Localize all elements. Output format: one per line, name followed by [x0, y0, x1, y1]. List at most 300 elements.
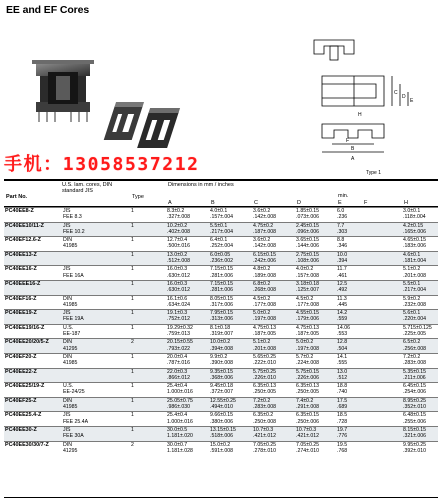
- dim-inch: .224±.008: [296, 360, 320, 367]
- dim-cell-e: [336, 208, 362, 223]
- standard-line: JIS: [63, 412, 71, 419]
- dim-cell-a: [166, 441, 209, 455]
- dim-cell-c: [252, 324, 295, 339]
- dim-cell-b: [209, 222, 252, 237]
- dim-inch: .250±.005: [296, 389, 320, 396]
- standard-cell: [62, 280, 130, 295]
- table-row: [4, 208, 438, 223]
- dim-mm: 12.8: [337, 339, 348, 346]
- dim-mm: 6.35±0.13: [253, 383, 277, 390]
- part-number-cell: [4, 339, 62, 354]
- dim-mm: 4.5±0.2: [253, 295, 271, 302]
- type-cell: [130, 324, 166, 339]
- standard-cell: [62, 441, 130, 455]
- dim-mm: 12.55±0.25: [210, 397, 236, 404]
- dim-mm: 5.715±0.125: [403, 324, 432, 331]
- dim-cell-b: [209, 339, 252, 354]
- part-number-cell: [4, 237, 62, 252]
- dim-mm: 15.0±0.2: [210, 441, 231, 448]
- dim-mm: 19.1±0.3: [167, 310, 188, 317]
- dim-mm: 7.05±0.25: [296, 441, 320, 448]
- spacer-cell: [362, 266, 402, 281]
- part-number: PC40EE10/11-Z: [5, 222, 44, 229]
- dim-cell-a: [166, 266, 209, 281]
- dim-cell-c: [252, 426, 295, 441]
- dim-inch: .220±.004: [403, 316, 427, 323]
- dim-cell-e: [336, 441, 362, 455]
- dim-inch: .752±.012: [167, 316, 191, 323]
- header-type: Type: [132, 194, 144, 200]
- header-col-d: D: [297, 200, 301, 206]
- dim-inch: .759±.013: [167, 331, 191, 338]
- standard-line: JIS: [63, 426, 71, 433]
- dim-inch: .222±.010: [253, 360, 277, 367]
- dim-cell-e: [336, 266, 362, 281]
- part-number-cell: [4, 426, 62, 441]
- dim-cell-a: [166, 237, 209, 252]
- header-col-h: H: [404, 200, 408, 206]
- dim-inch: .368±.006: [210, 374, 234, 381]
- type-cell: [130, 280, 166, 295]
- dim-cell-b: [209, 251, 252, 266]
- dim-mm: 10.0±0.2: [210, 339, 231, 346]
- header-e-note: min.: [338, 193, 349, 199]
- type-cell: [130, 441, 166, 455]
- dimension-drawing: [296, 32, 436, 172]
- dim-cell-e: [336, 383, 362, 398]
- dim-inch: .217±.004: [210, 228, 234, 235]
- standard-line: FEE 19A: [63, 316, 84, 323]
- standard-cell: [62, 310, 130, 325]
- dim-mm: 18.5: [337, 412, 348, 419]
- dim-cell-f: [402, 237, 438, 252]
- table-row: [4, 237, 438, 252]
- dim-mm: 5.9±0.2: [403, 295, 421, 302]
- dim-cell-c: [252, 310, 295, 325]
- dim-inch: .986±.030: [167, 404, 191, 411]
- part-number-cell: [4, 266, 62, 281]
- header-col-a: A: [168, 200, 172, 206]
- dim-inch: .108±.006: [296, 258, 320, 265]
- type-cell: [130, 237, 166, 252]
- part-number: PC40EE25.4-Z: [5, 412, 42, 419]
- dim-mm: 9.66±0.15: [210, 412, 234, 419]
- part-number-cell: [4, 280, 62, 295]
- dim-mm: 6.15±0.15: [253, 251, 277, 258]
- part-number: PC40EE13-Z: [5, 251, 37, 258]
- dim-inch: .254±.006: [403, 389, 427, 396]
- dim-inch: .118±.004: [403, 214, 426, 221]
- dim-cell-c: [252, 412, 295, 427]
- table-row: [4, 412, 438, 427]
- dim-mm: 11.7: [337, 266, 347, 273]
- standard-cell: [62, 266, 130, 281]
- dim-cell-d: [295, 310, 336, 325]
- dim-cell-d: [295, 353, 336, 368]
- dim-mm: 6.48±0.15: [403, 412, 427, 419]
- dim-mm: 2.75±0.15: [296, 251, 320, 258]
- dim-cell-a: [166, 383, 209, 398]
- dim-inch: .157±.008: [296, 272, 320, 279]
- dim-mm: 8.1±0.18: [210, 324, 231, 331]
- standard-line: JIS: [63, 266, 71, 273]
- dim-inch: .201±.008: [403, 272, 427, 279]
- dim-cell-f: [402, 368, 438, 383]
- dim-cell-f: [402, 251, 438, 266]
- dim-mm: 20.15±0.55: [167, 339, 193, 346]
- spacer-cell: [362, 222, 402, 237]
- dim-cell-f: [402, 426, 438, 441]
- dim-mm: 6.0±0.05: [210, 251, 231, 258]
- part-number-cell: [4, 208, 62, 223]
- standard-line: U.S.: [63, 383, 74, 390]
- dim-mm: 8.95±0.25: [403, 397, 427, 404]
- dim-mm: 8.3±0.2: [167, 208, 185, 214]
- dim-mm: 10.7±0.3: [253, 426, 274, 433]
- type-value: 1: [131, 280, 134, 287]
- standard-line: FEE 25.4A: [63, 418, 89, 425]
- dim-mm: 17.5: [337, 397, 348, 404]
- type-value: 1: [131, 353, 134, 360]
- dim-mm: 9.45±0.18: [210, 383, 234, 390]
- type-cell: [130, 426, 166, 441]
- dim-inch: .492: [337, 287, 348, 294]
- dim-cell-d: [295, 368, 336, 383]
- dim-inch: .096±.006: [296, 228, 320, 235]
- standard-line: JIS: [63, 208, 71, 214]
- dim-inch: .179±.006: [296, 316, 320, 323]
- dim-mm: 8.05±0.15: [210, 295, 234, 302]
- dim-cell-e: [336, 280, 362, 295]
- spacer-cell: [362, 310, 402, 325]
- part-number: PC40EE30-Z: [5, 426, 37, 433]
- standard-cell: [62, 353, 130, 368]
- spacer-cell: [362, 251, 402, 266]
- dim-cell-b: [209, 280, 252, 295]
- dim-mm: 7.95±0.15: [210, 310, 234, 317]
- part-number: PC40EF16-Z: [5, 295, 37, 302]
- type-value: 1: [131, 237, 134, 244]
- spacer-cell: [362, 426, 402, 441]
- dim-inch: .256±.008: [403, 345, 427, 352]
- dim-inch: .317±.006: [210, 301, 234, 308]
- dim-cell-f: [402, 280, 438, 295]
- dim-inch: .319±.007: [210, 331, 234, 338]
- type-label: Type 1: [366, 170, 382, 176]
- dim-inch: .236±.002: [210, 258, 234, 265]
- dim-inch: .321±.006: [403, 433, 427, 440]
- dim-mm: 4.75±0.13: [253, 324, 277, 331]
- dim-inch: .157±.004: [210, 214, 234, 221]
- part-number-cell: [4, 397, 62, 412]
- dim-cell-c: [252, 368, 295, 383]
- dim-mm: 14.1: [337, 353, 348, 360]
- part-number: PC40EE8-Z: [5, 208, 34, 214]
- dim-cell-c: [252, 397, 295, 412]
- dim-mm: 3.0±0.1: [403, 208, 421, 214]
- dim-cell-f: [402, 208, 438, 223]
- dim-cell-c: [252, 295, 295, 310]
- part-number: PC40EEE16-Z: [5, 280, 41, 287]
- dim-inch: .512±.008: [167, 258, 191, 265]
- dim-inch: .278±.010: [253, 447, 277, 454]
- table-row: [4, 251, 438, 266]
- dim-inch: .494±.010: [210, 404, 234, 411]
- dim-cell-e: [336, 324, 362, 339]
- standard-line: JIS: [63, 310, 71, 317]
- dim-mm: 10.2±0.2: [167, 222, 188, 229]
- dim-inch: .461: [337, 272, 348, 279]
- dim-cell-a: [166, 208, 209, 223]
- dim-cell-e: [336, 368, 362, 383]
- type-value: 1: [131, 222, 134, 229]
- dim-inch: .372±.007: [210, 389, 234, 396]
- dim-inch: .390±.008: [210, 360, 234, 367]
- standard-cell: [62, 237, 130, 252]
- table-row: [4, 280, 438, 295]
- dim-mm: 30.0±0.7: [167, 441, 188, 448]
- dim-cell-b: [209, 353, 252, 368]
- dim-inch: .512: [337, 374, 348, 381]
- dim-mm: 3.65±0.15: [296, 237, 320, 244]
- dim-label-f: F: [346, 138, 350, 144]
- type-value: 1: [131, 295, 134, 302]
- standard-line: JIS: [63, 222, 71, 229]
- dim-cell-e: [336, 339, 362, 354]
- standard-cell: [62, 222, 130, 237]
- dim-cell-b: [209, 310, 252, 325]
- dim-mm: 10.7±0.3: [296, 426, 317, 433]
- dim-cell-d: [295, 266, 336, 281]
- dim-mm: 13.0±0.2: [167, 251, 188, 258]
- dim-mm: 5.0±0.2: [253, 310, 271, 317]
- dim-label-a: A: [351, 156, 355, 162]
- part-number: PC40EF12.6-Z: [5, 237, 41, 244]
- dim-inch: .177±.008: [253, 301, 277, 308]
- type-cell: [130, 383, 166, 398]
- dim-cell-b: [209, 383, 252, 398]
- dim-mm: 22.0±0.3: [167, 368, 188, 375]
- dim-cell-d: [295, 280, 336, 295]
- standard-cell: [62, 339, 130, 354]
- dim-mm: 5.7±0.2: [296, 353, 314, 360]
- header-col-f: F: [364, 200, 368, 206]
- part-number-cell: [4, 368, 62, 383]
- dim-cell-b: [209, 237, 252, 252]
- dim-cell-a: [166, 251, 209, 266]
- dim-mm: 4.75±0.13: [296, 324, 320, 331]
- dim-inch: 1.181±.020: [167, 433, 193, 440]
- dim-cell-b: [209, 426, 252, 441]
- standard-line: U.S.: [63, 324, 74, 331]
- dim-cell-b: [209, 324, 252, 339]
- dim-mm: 4.5±0.2: [296, 295, 314, 302]
- dim-cell-c: [252, 353, 295, 368]
- table-row: [4, 368, 438, 383]
- dim-inch: .281±.006: [210, 287, 234, 294]
- dim-inch: .634±.024: [167, 301, 191, 308]
- spacer-cell: [362, 339, 402, 354]
- dim-inch: .518±.006: [210, 433, 234, 440]
- dim-mm: 5.65±0.25: [253, 353, 277, 360]
- dim-cell-c: [252, 383, 295, 398]
- dim-inch: .630±.012: [167, 287, 191, 294]
- table-row: [4, 441, 438, 455]
- dim-inch: .500±.016: [167, 243, 191, 250]
- dim-inch: 1.181±.028: [167, 447, 193, 454]
- standard-cell: [62, 208, 130, 223]
- standard-line: FEE 30A: [63, 433, 84, 440]
- dim-mm: 19.7: [337, 426, 348, 433]
- header-dimensions: Dimensions in mm / inches: [168, 182, 234, 188]
- part-number-cell: [4, 251, 62, 266]
- dim-mm: 16.1±0.6: [167, 295, 188, 302]
- dim-cell-e: [336, 426, 362, 441]
- part-number-cell: [4, 441, 62, 455]
- dim-inch: .866±.012: [167, 374, 191, 381]
- dim-cell-b: [209, 208, 252, 223]
- dim-cell-a: [166, 353, 209, 368]
- dim-cell-f: [402, 266, 438, 281]
- standard-line: FEE 10.2: [63, 228, 85, 235]
- dim-cell-f: [402, 383, 438, 398]
- dim-label-e: E: [410, 98, 414, 104]
- type-cell: [130, 222, 166, 237]
- spacer-cell: [362, 368, 402, 383]
- spacer-cell: [362, 441, 402, 455]
- dim-inch: .392±.010: [403, 447, 427, 454]
- dim-inch: .187±.008: [253, 228, 277, 235]
- table-row: [4, 339, 438, 354]
- dim-mm: 9.95±0.25: [403, 441, 427, 448]
- dim-cell-c: [252, 339, 295, 354]
- dim-mm: 5.75±0.25: [253, 368, 277, 375]
- dim-mm: 12.7±0.4: [167, 237, 188, 244]
- dim-cell-a: [166, 280, 209, 295]
- dim-mm: 19.5: [337, 441, 348, 448]
- dim-mm: 7.2±0.2: [253, 397, 271, 404]
- dim-mm: 1.85±0.15: [296, 208, 320, 214]
- type-cell: [130, 368, 166, 383]
- dim-cell-e: [336, 222, 362, 237]
- part-number: PC40EE22-Z: [5, 368, 37, 375]
- dim-inch: .236: [337, 214, 348, 221]
- dim-cell-a: [166, 310, 209, 325]
- dim-inch: .165±.006: [403, 228, 427, 235]
- dim-inch: .183±.006: [403, 243, 427, 250]
- type-value: 1: [131, 368, 134, 375]
- spacer-cell: [362, 412, 402, 427]
- dim-mm: 8.8: [337, 237, 345, 244]
- dim-cell-b: [209, 368, 252, 383]
- dim-inch: .352±.010: [403, 404, 427, 411]
- dim-inch: .394: [337, 258, 348, 265]
- dim-mm: 6.4±0.1: [210, 237, 228, 244]
- dim-inch: .073±.006: [296, 214, 320, 221]
- dim-mm: 3.6±0.2: [253, 208, 271, 214]
- dim-cell-b: [209, 295, 252, 310]
- dim-inch: .142±.008: [253, 243, 277, 250]
- type-value: 1: [131, 208, 134, 214]
- dim-mm: 7.4±0.2: [296, 397, 314, 404]
- dim-inch: .268±.008: [253, 287, 277, 294]
- dim-inch: .776: [337, 433, 348, 440]
- dim-mm: 7.05±0.25: [253, 441, 277, 448]
- dim-cell-a: [166, 222, 209, 237]
- dim-cell-f: [402, 324, 438, 339]
- dim-cell-e: [336, 397, 362, 412]
- dim-inch: .327±.008: [167, 214, 191, 221]
- dim-inch: .555: [337, 360, 348, 367]
- dim-cell-c: [252, 441, 295, 455]
- dim-cell-e: [336, 353, 362, 368]
- type-cell: [130, 339, 166, 354]
- standard-cell: [62, 295, 130, 310]
- dim-mm: 13.0: [337, 368, 348, 375]
- dim-mm: 14.06: [337, 324, 350, 331]
- table-row: [4, 266, 438, 281]
- part-number: PC40EE19-Z: [5, 310, 37, 317]
- dim-inch: .445: [337, 301, 348, 308]
- header-col-b: B: [211, 200, 215, 206]
- dim-inch: .421±.012: [296, 433, 320, 440]
- dim-mm: 4.6±0.1: [403, 251, 421, 258]
- dim-cell-f: [402, 310, 438, 325]
- dim-inch: 1.000±.016: [167, 389, 193, 396]
- dim-mm: 2.45±0.15: [296, 222, 320, 229]
- dim-cell-f: [402, 397, 438, 412]
- table-row: [4, 295, 438, 310]
- dim-mm: 3.6±0.2: [253, 237, 271, 244]
- dim-mm: 19.29±0.32: [167, 324, 193, 331]
- dim-cell-d: [295, 222, 336, 237]
- dim-inch: .142±.008: [253, 214, 277, 221]
- dim-inch: .250±.006: [296, 418, 320, 425]
- dim-label-h: H: [358, 112, 362, 118]
- dim-mm: 5.35±0.15: [403, 368, 427, 375]
- dim-cell-d: [295, 441, 336, 455]
- dim-inch: .793±.022: [167, 345, 191, 352]
- dim-cell-c: [252, 251, 295, 266]
- spacer-cell: [362, 383, 402, 398]
- type-value: 1: [131, 251, 134, 258]
- spacer-cell: [362, 353, 402, 368]
- dim-mm: 6.35±0.15: [296, 412, 320, 419]
- dim-inch: .553: [337, 331, 348, 338]
- type-value: 1: [131, 426, 134, 433]
- dim-cell-b: [209, 412, 252, 427]
- dim-inch: .787±.016: [167, 360, 191, 367]
- part-number: PC40EF20-Z: [5, 353, 37, 360]
- dim-cell-a: [166, 412, 209, 427]
- standard-line: DIN: [63, 353, 72, 360]
- dim-cell-b: [209, 397, 252, 412]
- dim-inch: .201±.008: [253, 345, 277, 352]
- standard-line: 41985: [63, 404, 78, 411]
- dim-mm: 5.1±0.2: [253, 339, 271, 346]
- dim-label-c: C: [394, 90, 398, 96]
- dim-mm: 4.2±0.15: [403, 222, 424, 229]
- standard-cell: [62, 397, 130, 412]
- dim-label-d: D: [402, 94, 406, 100]
- dim-cell-e: [336, 251, 362, 266]
- dim-inch: .144±.006: [296, 243, 320, 250]
- standard-cell: [62, 426, 130, 441]
- dim-cell-c: [252, 208, 295, 223]
- type-cell: [130, 251, 166, 266]
- dim-label-b: B: [351, 146, 355, 152]
- spacer-cell: [362, 208, 402, 223]
